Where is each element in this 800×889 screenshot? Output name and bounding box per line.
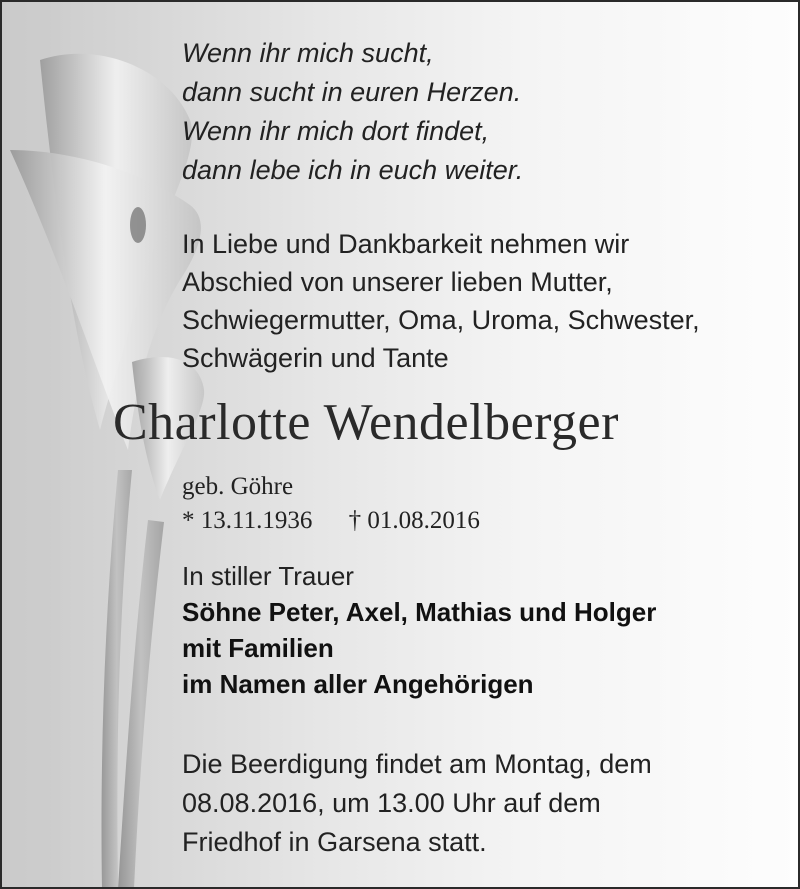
poem-line: Wenn ihr mich dort findet, [182, 116, 490, 146]
mourners-line: Söhne Peter, Axel, Mathias und Holger [182, 597, 657, 627]
deceased-name: Charlotte Wendelberger [113, 394, 619, 451]
poem-line: Wenn ihr mich sucht, [182, 38, 434, 68]
life-dates [182, 504, 480, 538]
poem-line: dann sucht in euren Herzen. [182, 77, 522, 107]
farewell-intro [182, 225, 700, 377]
funeral-line: Friedhof in Garsena statt. [182, 827, 487, 857]
birth-date: * 13.11.1936 [182, 507, 313, 534]
death-date: † 01.08.2016 [348, 507, 480, 534]
poem [182, 34, 523, 190]
intro-line: Schwiegermutter, Oma, Uroma, Schwester, [182, 305, 700, 335]
mourners-intro: In stiller Trauer [182, 561, 354, 591]
intro-line: In Liebe und Dankbarkeit nehmen wir [182, 229, 630, 259]
mourners [182, 558, 656, 702]
funeral-line: Die Beerdigung findet am Montag, dem [182, 749, 652, 779]
birth-name: geb. Göhre [182, 473, 294, 500]
mourners-line: mit Familien [182, 633, 334, 663]
funeral-line: 08.08.2016, um 13.00 Uhr auf dem [182, 788, 601, 818]
intro-line: Schwägerin und Tante [182, 343, 449, 373]
intro-line: Abschied von unserer lieben Mutter, [182, 267, 613, 297]
mourners-line: im Namen aller Angehörigen [182, 669, 534, 699]
funeral-info [182, 745, 652, 862]
poem-line: dann lebe ich in euch weiter. [182, 155, 524, 185]
